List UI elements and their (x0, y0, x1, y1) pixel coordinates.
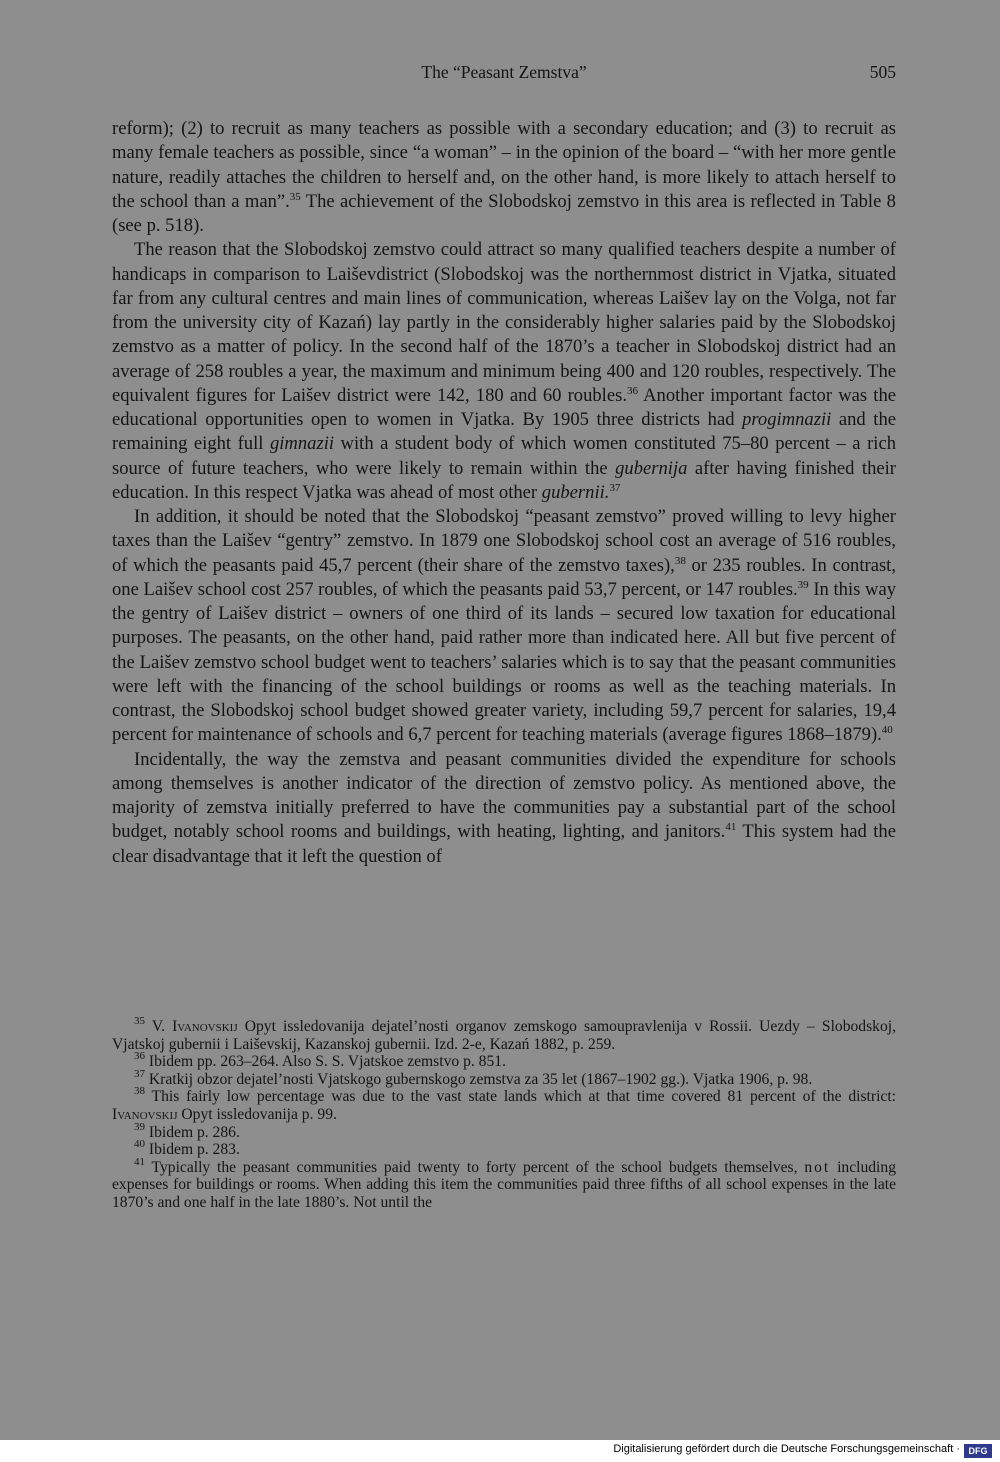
text-run: Typically the peasant communities paid twenty to forty percent of the school budgets themselves, (145, 1158, 805, 1176)
footnote-ref: 35 (289, 190, 301, 203)
running-title: The “Peasant Zemstva” (421, 62, 587, 82)
text-run: The achievement of the Slobodskoj zemstvo in this area is reflected in Table 8 (see p. 518). (112, 190, 896, 236)
text-run: or 235 roubles. In contrast, one Laišev school cost 257 roubles, of which the peasants paid 53,7 percent, or 147 roubles. (112, 554, 896, 600)
text-run: not (804, 1158, 831, 1176)
italic-text: gimnazii (269, 433, 335, 455)
italic-text: gubernii. (541, 481, 610, 503)
footnote (112, 1138, 896, 1159)
text-run: after having finished their education. In this respect Vjatka was ahead of most other (112, 457, 896, 503)
text-run: V. (145, 1018, 173, 1035)
text-run: Opyt issledovanija dejatel’nosti organov zemskogo samoupravlenija v Rossii. Uezdy – Slobodskoj, Vjatskoj gubernii i Laiševskij, Kazanskoj gubernii. Izd. 2-e, Kazań 1882, p. 259. (112, 1018, 896, 1053)
dfg-logo: DFG (964, 1444, 992, 1458)
text-run: Ibidem p. 283. (145, 1141, 240, 1159)
footnote-ref: 40 (134, 1138, 145, 1151)
footnote-ref: 39 (134, 1120, 145, 1133)
footnote-ref: 38 (134, 1085, 145, 1098)
text-run: with a student body of which women constituted 75–80 percent – a rich source of future teachers, who were likely to remain within the (112, 433, 896, 479)
text-run: In addition, it should be noted that the Slobodskoj “peasant zemstvo” proved willing to levy higher taxes than the Laišev “gentry” zemstvo. In 1879 one Slobodskoj school cost an average of 516 roubles, of which the peasants paid 45,7 percent (their share of the zemstvo taxes), (112, 506, 896, 576)
footnote-ref: 38 (674, 554, 686, 567)
text-run: This system had the clear disadvantage that it left the question of (112, 821, 896, 867)
text-run: Kratkij obzor dejatel’nosti Vjatskogo gubernskogo zemstva za 35 let (1867–1902 gg.). Vjatka 1906, p. 98. (145, 1070, 813, 1088)
paragraph (112, 117, 896, 238)
paragraph (112, 238, 896, 505)
footnote (112, 1120, 896, 1142)
footnote-ref: 39 (797, 578, 809, 591)
italic-text: gubernija (615, 457, 688, 479)
footnote-ref: 37 (609, 481, 621, 494)
text-run: Another important factor was the educational opportunities open to women in Vjatka. By 1905 three districts had (112, 384, 896, 430)
text-run: This fairly low percentage was due to the vast state lands which at that time covered 81 percent of the district: (145, 1088, 896, 1106)
running-head (112, 62, 896, 86)
footnote-ref: 36 (626, 384, 638, 397)
footnote (112, 1015, 896, 1053)
text-run: Incidentally, the way the zemstva and peasant communities divided the expenditure for schools among themselves is another indicator of the direction of zemstvo policy. As mentioned above, the majority of zemstva initially preferred to have the communities pay a substantial part of the school budget, notably school rooms and buildings, with heating, lighting, and janitors. (112, 748, 896, 843)
footnote-ref: 36 (134, 1050, 145, 1063)
text-run: including expenses for buildings or rooms. When adding this item the communities paid three fifths of all school expenses in the late 1870’s and one half in the late 1880’s. Not until the (112, 1158, 896, 1211)
text-run: Ibidem p. 286. (145, 1123, 240, 1141)
page-number: 505 (869, 62, 896, 82)
footnote-ref: 37 (134, 1067, 145, 1080)
footnote (112, 1155, 896, 1212)
text-run: Ivanovskij (112, 1105, 178, 1123)
paragraph (112, 505, 896, 748)
text-run: Opyt issledovanija p. 99. (177, 1105, 337, 1123)
footnotes (112, 1015, 896, 1212)
funding-note: Digitalisierung gefördert durch die Deutsche Forschungsgemeinschaft · (613, 1443, 960, 1455)
footnote-ref: 35 (134, 1015, 145, 1027)
footnote-ref: 40 (881, 724, 893, 737)
body-text (112, 117, 896, 869)
paragraph (112, 748, 896, 869)
footnote (112, 1085, 896, 1123)
funding-bar (0, 1440, 1000, 1462)
italic-text: progimnazii (742, 409, 832, 430)
footnote-ref: 41 (134, 1155, 145, 1168)
text-run: and the remaining eight full (112, 409, 896, 455)
footnote (112, 1050, 896, 1071)
footnote (112, 1067, 896, 1089)
text-run: In this way the gentry of Laišev district – owners of one third of its lands – secured low taxation for educational purposes. The peasants, on the other hand, paid rather more than indicated here. All but five percent of the Laišev zemstvo school budget went to teachers’ salaries which is to say that the peasant communities were left with the financing of the school buildings or rooms as well as the teaching materials. In contrast, the Slobodskoj school budget showed greater variety, including 59,7 percent for salaries, 19,4 percent for maintenance of schools and 6,7 percent for teaching materials (average figures 1868–1879). (112, 578, 897, 746)
footnote-ref: 41 (725, 821, 737, 834)
text-run: reform); (2) to recruit as many teachers as possible with a secondary education; and (3) to recruit as many female teachers as possible, since “a woman” – in the opinion of the board – “with her more gentle nature, readily attaches the children to herself and, on the other hand, is more likely to attach herself to the school than a man”. (112, 118, 896, 212)
text-run: Ivanovskij (172, 1018, 238, 1035)
text-run: Ibidem pp. 263–264. Also S. S. Vjatskoe zemstvo p. 851. (145, 1053, 506, 1071)
text-run: The reason that the Slobodskoj zemstvo could attract so many qualified teachers despite a number of handicaps in comparison to Laiševdistrict (Slobodskoj was the northernmost district in Vjatka, situated far from any cultural centres and main lines of communication, whereas Laišev lay on the Volga, not far from the university city of Kazań) lay partly in the considerably higher salaries paid by the Slobodskoj zemstvo as a matter of policy. In the second half of the 1870’s a teacher in Slobodskoj district had an average of 258 roubles a year, the maximum and minimum being 400 and 120 roubles, respectively. The equivalent figures for Laišev district were 142, 180 and 60 roubles. (112, 239, 896, 406)
